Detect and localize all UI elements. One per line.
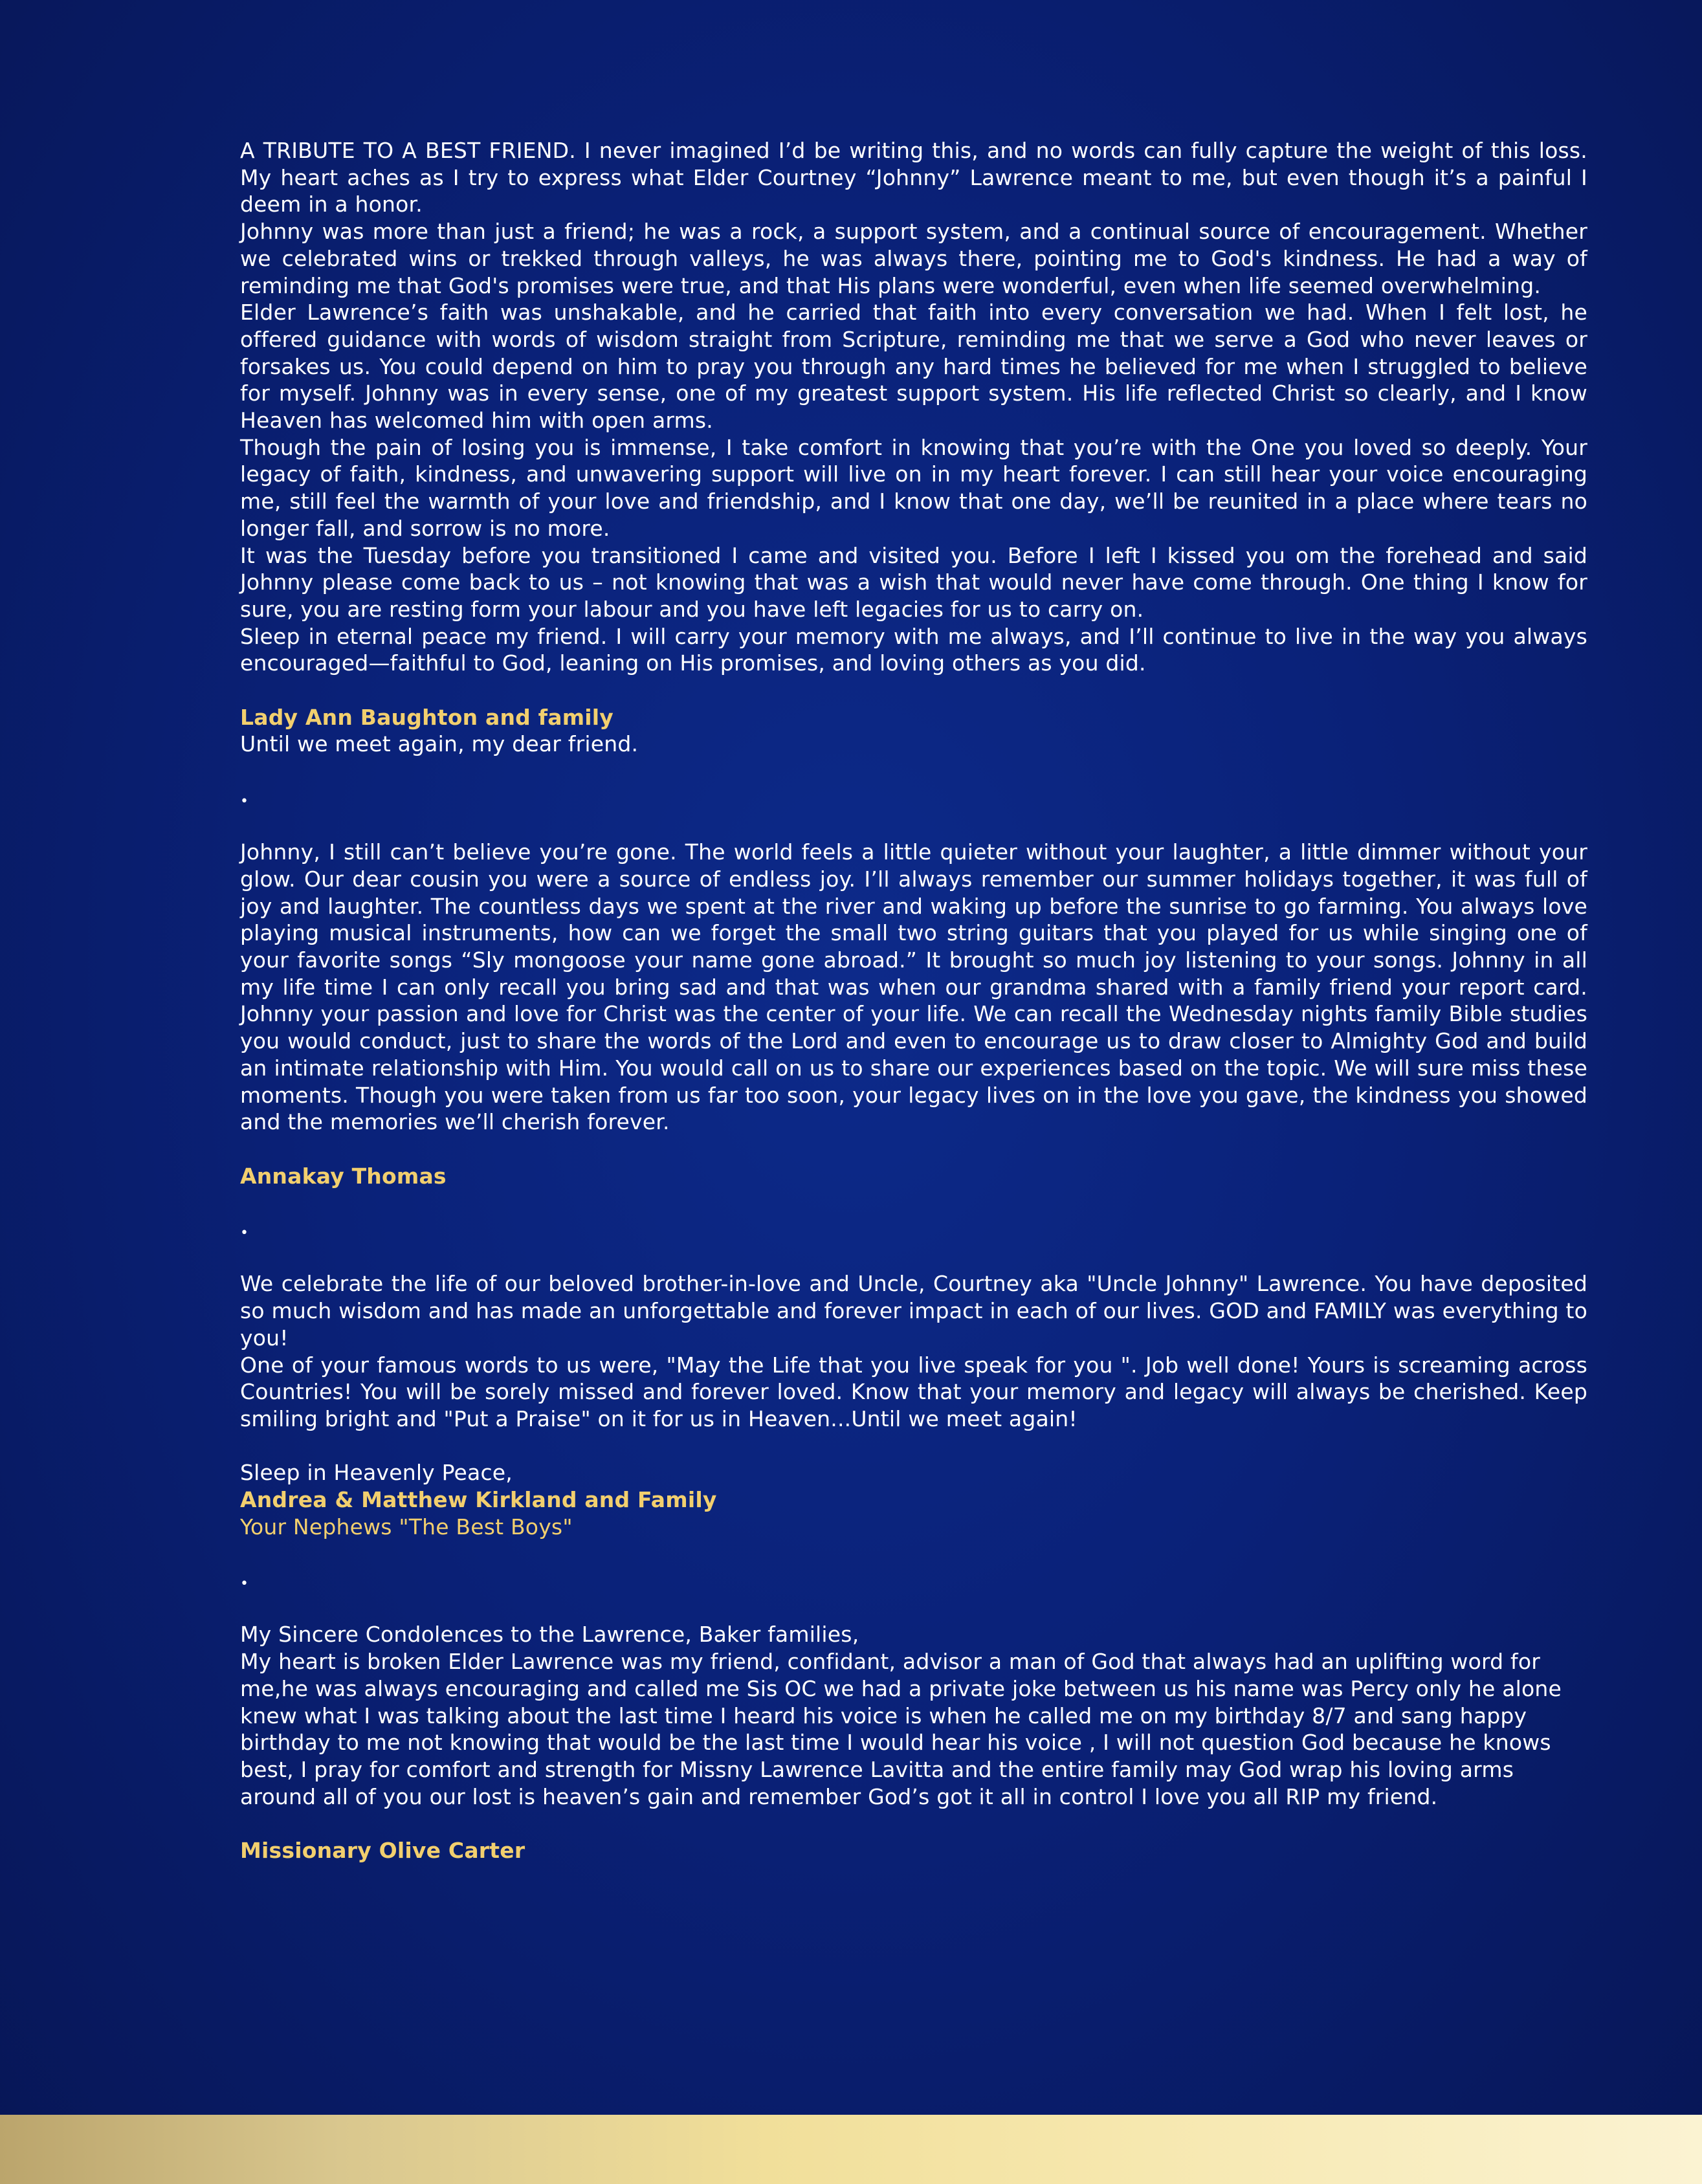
tribute-4-signature: Missionary Olive Carter [240, 1838, 525, 1864]
tribute-3-closing-line: Sleep in Heavenly Peace, [240, 1460, 513, 1486]
tribute-1-signature: Lady Ann Baughton and family [240, 704, 614, 730]
tribute-1-closing: Until we meet again, my dear friend. [240, 731, 639, 757]
tribute-2-signature: Annakay Thomas [240, 1163, 447, 1189]
separator-bullet [240, 1217, 1587, 1244]
tribute-2-paragraph-1: Johnny, I still can’t believe you’re gone. The world feels a little quieter without your laughter, a little dimmer without your glow. Our dear cousin you were a source of endless joy. I’ll always remember our summer holidays together, it was full of joy and laughter. The countless days we spent at the river and waking up before the sunrise to go farming. You always love playing musical instruments, how can we forget the small two string guitars that you played for us while singing one of your favorite songs “Sly mongoose your name gone abroad.” It brought so much joy listening to your songs. Johnny in all my life time I can only recall you bring sad and that was when our grandma shared with a family friend your report card. Johnny your passion and love for Christ was the center of your life. We can recall the Wednesday nights family Bible studies you would conduct, just to share the words of the Lord and even to encourage us to draw closer to Almighty God and build an intimate relationship with Him. You would call on us to share our experiences based on the topic. We will sure miss these moments. Though you were taken from us far too soon, your legacy lives on in the love you gave, the kindness you showed and the memories we’ll cherish forever. [240, 839, 1587, 1135]
spacer [240, 1136, 1587, 1163]
tribute-3-paragraph-2: One of your famous words to us were, "May the Life that you live speak for you ". Job well done! Yours is screaming across Countries! You will be sorely missed and forever loved. Know that your memory and legacy will always be cherished. Keep smiling bright and "Put a Praise" on it for us in Heaven...Until we meet again! [240, 1352, 1587, 1431]
tributes-content [240, 137, 1587, 1864]
spacer [240, 1810, 1587, 1837]
bullet-glyph: • [240, 1225, 249, 1242]
tribute-4-salutation: My Sincere Condolences to the Lawrence, Baker families, [240, 1622, 859, 1648]
tribute-1-paragraph-6: Sleep in eternal peace my friend. I will carry your memory with me always, and I’ll continue to live in the way you always encouraged—faithful to God, leaning on His promises, and loving others as you did. [240, 623, 1587, 676]
gold-footer-band [0, 2115, 1702, 2184]
tribute-3-paragraph-1: We celebrate the life of our beloved brother-in-love and Uncle, Courtney aka "Uncle Johnny" Lawrence. You have deposited so much wisdom and has made an unforgettable and forever impact in each of our lives. GOD and FAMILY was everything to you! [240, 1271, 1587, 1351]
tribute-3 [240, 1270, 1587, 1540]
tribute-1 [240, 137, 1587, 758]
tribute-3-signature-subtitle: Your Nephews "The Best Boys" [240, 1514, 573, 1539]
spacer [240, 1189, 1587, 1217]
tribute-1-paragraph-1: A TRIBUTE TO A BEST FRIEND. I never imagined I’d be writing this, and no words can fully capture the weight of this loss. My heart aches as I try to express what Elder Courtney “Johnny” Lawrence meant to me, but even though it’s a painful I deem in a honor. [240, 138, 1587, 217]
spacer [240, 1433, 1587, 1460]
tribute-1-paragraph-2: Johnny was more than just a friend; he was a rock, a support system, and a continual source of encouragement. Whether we celebrated wins or trekked through valleys, he was always there, pointing me to God's kindness. He had a way of reminding me that God's promises were true, and that His plans were wonderful, even when life seemed overwhelming. [240, 219, 1587, 298]
spacer [240, 1540, 1587, 1567]
spacer [240, 1594, 1587, 1622]
spacer [240, 758, 1587, 785]
bullet-glyph: • [240, 793, 249, 810]
spacer [240, 1244, 1587, 1271]
separator-bullet [240, 785, 1587, 812]
spacer [240, 677, 1587, 704]
tribute-1-paragraph-3: Elder Lawrence’s faith was unshakable, and he carried that faith into every conversation we had. When I felt lost, he offered guidance with words of wisdom straight from Scripture, reminding me that we serve a God who never leaves or forsakes us. You could depend on him to pray you through any hard times he believed for me when I struggled to believe for myself. Johnny was in every sense, one of my greatest support system. His life reflected Christ so clearly, and I know Heaven has welcomed him with open arms. [240, 300, 1587, 434]
tribute-4 [240, 1621, 1587, 1864]
tribute-2 [240, 839, 1587, 1189]
bullet-glyph: • [240, 1576, 249, 1593]
spacer [240, 812, 1587, 839]
tribute-4-paragraph-1: My heart is broken Elder Lawrence was my friend, confidant, advisor a man of God that always had an uplifting word for me,he was always encouraging and called me Sis OC we had a private joke between us his name was Percy only he alone knew what I was talking about the last time I heard his voice is when he called me on my birthday 8/7 and sang happy birthday to me not knowing that would be the last time I would hear his voice , I will not question God because he knows best, I pray for comfort and strength for Missny Lawrence Lavitta and the entire family may God wrap his loving arms around all of you our lost is heaven’s gain and remember God’s got it all in control I love you all RIP my friend. [240, 1649, 1562, 1809]
tribute-3-signature: Andrea & Matthew Kirkland and Family [240, 1487, 717, 1513]
tribute-1-paragraph-4: Though the pain of losing you is immense, I take comfort in knowing that you’re with the One you loved so deeply. Your legacy of faith, kindness, and unwavering support will live on in my heart forever. I can still hear your voice encouraging me, still feel the warmth of your love and friendship, and I know that one day, we’ll be reunited in a place where tears no longer fall, and sorrow is no more. [240, 434, 1587, 541]
separator-bullet [240, 1567, 1587, 1594]
tribute-1-paragraph-5: It was the Tuesday before you transitioned I came and visited you. Before I left I kissed you om the forehead and said Johnny please come back to us – not knowing that was a wish that would never have come through. One thing I know for sure, you are resting form your labour and you have left legacies for us to carry on. [240, 542, 1587, 622]
